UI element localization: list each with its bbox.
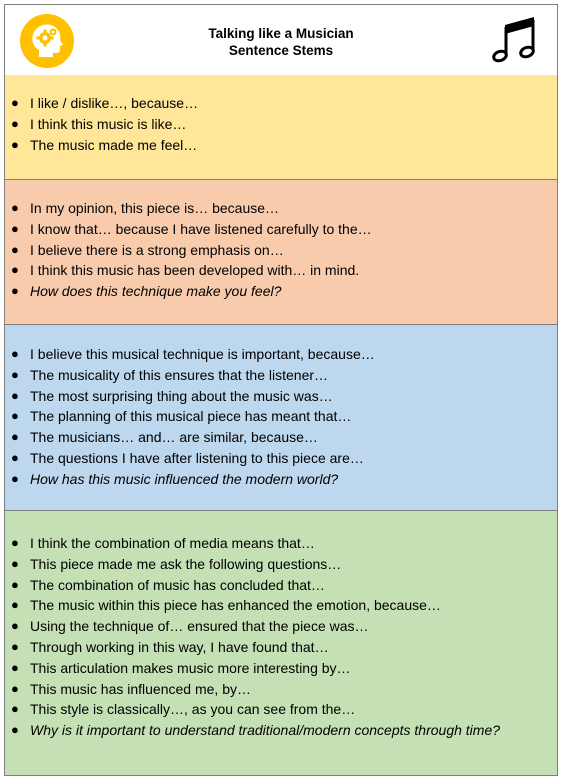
list-item [5, 135, 198, 156]
list-item [5, 554, 500, 575]
list-item-question [5, 720, 500, 741]
section-4 [5, 511, 557, 775]
section-3 [5, 325, 557, 511]
list-item [5, 406, 375, 427]
sentence-stem-list [5, 533, 500, 741]
stem-text: The musicality of this ensures that the listener… [30, 366, 329, 383]
bullet: ● [11, 283, 19, 299]
stem-text: How does this technique make you feel? [30, 283, 282, 300]
list-item-question [5, 469, 375, 490]
stem-text: I think the combination of media means that… [30, 535, 315, 551]
stem-text: The music within this piece has enhanced the emotion, because… [30, 597, 441, 614]
list-item [5, 365, 375, 386]
stem-text: How has this music influenced the modern world? [30, 470, 339, 487]
worksheet [4, 4, 558, 776]
bullet: ● [11, 535, 19, 550]
stem-text: The music made me feel… [30, 136, 198, 153]
title-line-2: Sentence Stems [228, 43, 334, 58]
list-item [5, 198, 372, 219]
list-item [5, 386, 375, 407]
list-item [5, 93, 198, 114]
list-item [5, 679, 500, 700]
list-item [5, 260, 372, 281]
bullet: ● [11, 701, 19, 717]
bullet: ● [11, 576, 19, 592]
list-item [5, 344, 375, 365]
list-item [5, 114, 198, 135]
stem-text: This music has influenced me, by… [30, 680, 251, 697]
list-item [5, 448, 375, 469]
list-item [5, 658, 500, 679]
title-line-1: Talking like a Musician [208, 26, 354, 41]
sentence-stem-list [5, 198, 372, 302]
stem-text: The most surprising thing about the music was… [30, 387, 333, 404]
stem-text: This piece made me ask the following questions… [30, 555, 342, 572]
list-item [5, 240, 372, 261]
stem-text: The questions I have after listening to this piece are… [30, 449, 364, 466]
stem-text: The planning of this musical piece has meant that… [30, 408, 352, 425]
header [5, 5, 557, 76]
sentence-stem-list [5, 344, 375, 490]
section-1 [5, 75, 557, 180]
bullet: ● [11, 408, 19, 424]
stem-text: Through working in this way, I have found that… [30, 638, 329, 655]
bullet: ● [11, 659, 19, 675]
sentence-stem-list [5, 93, 198, 155]
stem-text: This style is classically…, as you can see from the… [30, 701, 356, 718]
stem-text: Why is it important to understand traditional/modern concepts through time? [30, 722, 501, 739]
bullet: ● [11, 470, 19, 486]
bullet: ● [11, 618, 19, 634]
stem-text: I believe this musical technique is important, because… [30, 346, 375, 362]
bullet: ● [11, 200, 19, 215]
bullet: ● [11, 597, 19, 613]
list-item [5, 219, 372, 240]
bullet: ● [11, 241, 19, 257]
bullet: ● [11, 220, 19, 236]
bullet: ● [11, 262, 19, 278]
list-item [5, 699, 500, 720]
list-item [5, 533, 500, 554]
bullet: ● [11, 555, 19, 571]
bullet: ● [11, 366, 19, 382]
section-2 [5, 180, 557, 325]
list-item [5, 595, 500, 616]
list-item [5, 575, 500, 596]
stem-text: In my opinion, this piece is… because… [30, 200, 280, 216]
head-gears-icon [19, 13, 75, 69]
bullet: ● [11, 136, 19, 152]
bullet: ● [11, 95, 19, 110]
list-item [5, 637, 500, 658]
bullet: ● [11, 722, 19, 738]
bullet: ● [11, 638, 19, 654]
stem-text: I believe there is a strong emphasis on… [30, 241, 284, 258]
list-item [5, 427, 375, 448]
stem-text: This articulation makes music more interesting by… [30, 659, 351, 676]
stem-text: The musicians… and… are similar, because… [30, 429, 318, 446]
stem-text: I think this music has been developed with… in mind. [30, 262, 360, 279]
page-title [155, 25, 407, 59]
stem-text: I know that… because I have listened carefully to the… [30, 220, 372, 237]
music-note-icon [489, 15, 541, 67]
list-item [5, 616, 500, 637]
stem-text: The combination of music has concluded that… [30, 576, 325, 593]
bullet: ● [11, 429, 19, 445]
bullet: ● [11, 680, 19, 696]
bullet: ● [11, 449, 19, 465]
stem-text: I think this music is like… [30, 115, 187, 132]
list-item-question [5, 281, 372, 302]
stem-text: I like / dislike…, because… [30, 95, 199, 111]
bullet: ● [11, 115, 19, 131]
bullet: ● [11, 387, 19, 403]
stem-text: Using the technique of… ensured that the piece was… [30, 618, 369, 635]
bullet: ● [11, 346, 19, 361]
